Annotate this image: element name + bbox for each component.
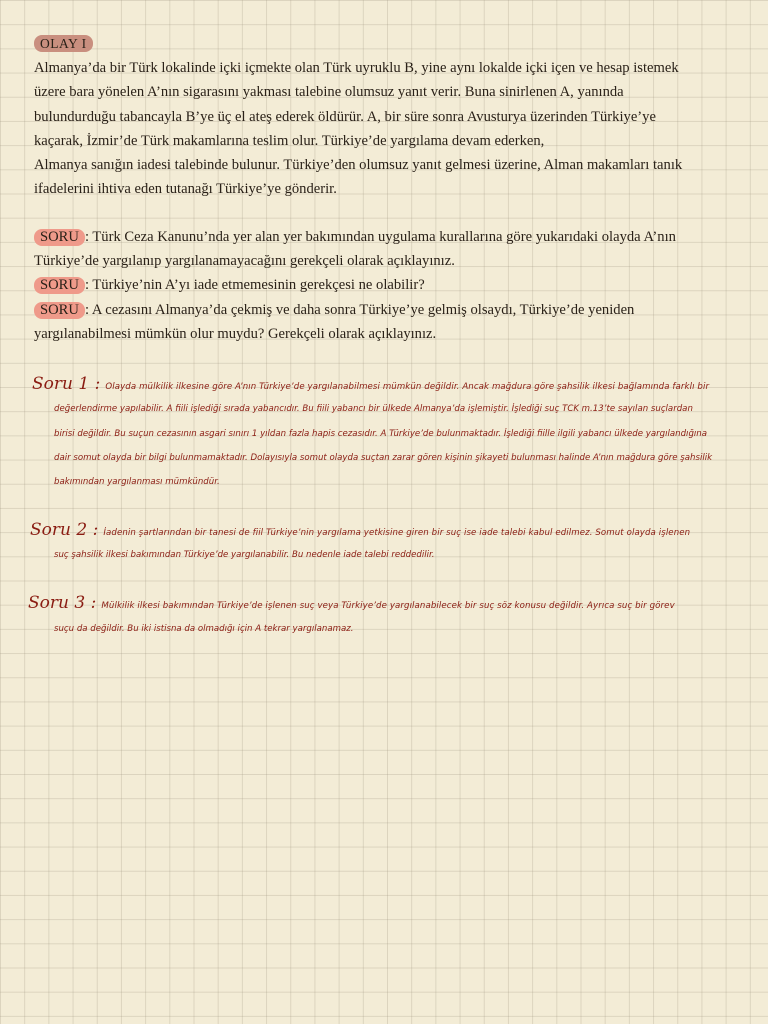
answer-line: İadenin şartlarından bir tanesi de fiil Türkiye’nin yargılama yetkisine giren bir suç ise iade talebi kabul edilmez. Somut olayda işlenen: [103, 528, 691, 538]
question-tag: SORU: [34, 302, 85, 319]
answer-line: suç şahsilik ilkesi bakımından Türkiye’de yargılanabilir. Bu nedenle iade talebi reddedilir.: [54, 550, 435, 560]
event-line: ifadelerini ihtiva eden tutanağı Türkiye’ye gönderir.: [34, 181, 337, 198]
question-text: Türkiye’de yargılanıp yargılanamayacağını gerekçeli olarak açıklayınız.: [34, 253, 455, 270]
question-tag: SORU: [34, 229, 85, 246]
answer-3-label: Soru 3 :: [28, 593, 97, 613]
event-block: [34, 32, 746, 201]
questions-block: [34, 225, 746, 346]
answer-2-label: Soru 2 :: [30, 520, 99, 540]
answer-line: bakımından yargılanması mümkündür.: [54, 477, 220, 487]
question-text: : A cezasını Almanya’da çekmiş ve daha sonra Türkiye’ye gelmiş olsaydı, Türkiye’de yeniden: [84, 301, 635, 318]
answer-2-first-line: [30, 520, 690, 540]
answer-1-first-line: [32, 374, 709, 394]
answer-1-label: Soru 1 :: [32, 374, 101, 394]
event-line: üzere bara yönelen A’nın sigarasını yakması talebine olumsuz yanıt verir. Buna sinirlenen A, yanında: [34, 84, 624, 101]
event-tag: OLAY I: [34, 35, 93, 52]
event-line: kaçarak, İzmir’de Türk makamlarına teslim olur. Türkiye’de yargılama devam ederken,: [34, 132, 545, 149]
question-text: yargılanabilmesi mümkün olur muydu? Gerekçeli olarak açıklayınız.: [34, 325, 437, 342]
answer-line: dair somut olayda bir bilgi bulunmamaktadır. Dolayısıyla somut olayda suçtan zarar gören kişinin şikayeti bulunması halinde A’nın mağdura göre şahsilik: [54, 453, 713, 463]
answer-line: birisi değildir. Bu suçun cezasının asgari sınırı 1 yıldan fazla hapis cezasıdır. A Türkiye’de bulunmaktadır. İşlediği fiille ilgili yabancı ülkede yargılandığına: [54, 429, 708, 439]
event-line: Almanya sanığın iadesi talebinde bulunur. Türkiye’den olumsuz yanıt gelmesi üzerine, Alman makamları tanık: [34, 157, 683, 174]
answer-3-first-line: [28, 593, 675, 613]
question-1-line: [34, 225, 746, 249]
question-3-line: [34, 298, 746, 322]
question-text: : Türkiye’nin A’yı iade etmemesinin gerekçesi ne olabilir?: [84, 277, 425, 294]
question-tag: SORU: [34, 277, 85, 294]
event-line: Almanya’da bir Türk lokalinde içki içmekte olan Türk uyruklu B, yine aynı lokalde içki içen ve hesap istemek: [34, 60, 679, 77]
answer-line: Olayda mülkilik ilkesine göre A’nın Türkiye’de yargılanabilmesi mümkün değildir. Ancak mağdura göre şahsilik ilkesi bağlamında farklı bir: [105, 382, 710, 392]
event-line: bulundurduğu tabancayla B’ye üç el ateş ederek öldürür. A, bir süre sonra Avusturya üzerinden Türkiye’ye: [34, 108, 656, 125]
question-2-line: [34, 273, 746, 297]
answer-line: suçu da değildir. Bu iki istisna da olmadığı için A tekrar yargılanamaz.: [54, 624, 354, 634]
event-tag-line: [34, 32, 746, 56]
question-text: : Türk Ceza Kanunu’nda yer alan yer bakımından uygulama kurallarına göre yukarıdaki olayda A’nın: [84, 229, 676, 245]
answer-line: Mülkilik ilkesi bakımından Türkiye’de işlenen suç veya Türkiye’de yargılanabilecek bir suç söz konusu değildir. Ayrıca suç bir görev: [101, 601, 675, 611]
answer-line: değerlendirme yapılabilir. A fiili işlediği sırada yabancıdır. Bu fiili yabancı bir ülkede Almanya’da işlemiştir. İşlediği suç TCK m.13’te sayılan suçlardan: [54, 404, 693, 414]
